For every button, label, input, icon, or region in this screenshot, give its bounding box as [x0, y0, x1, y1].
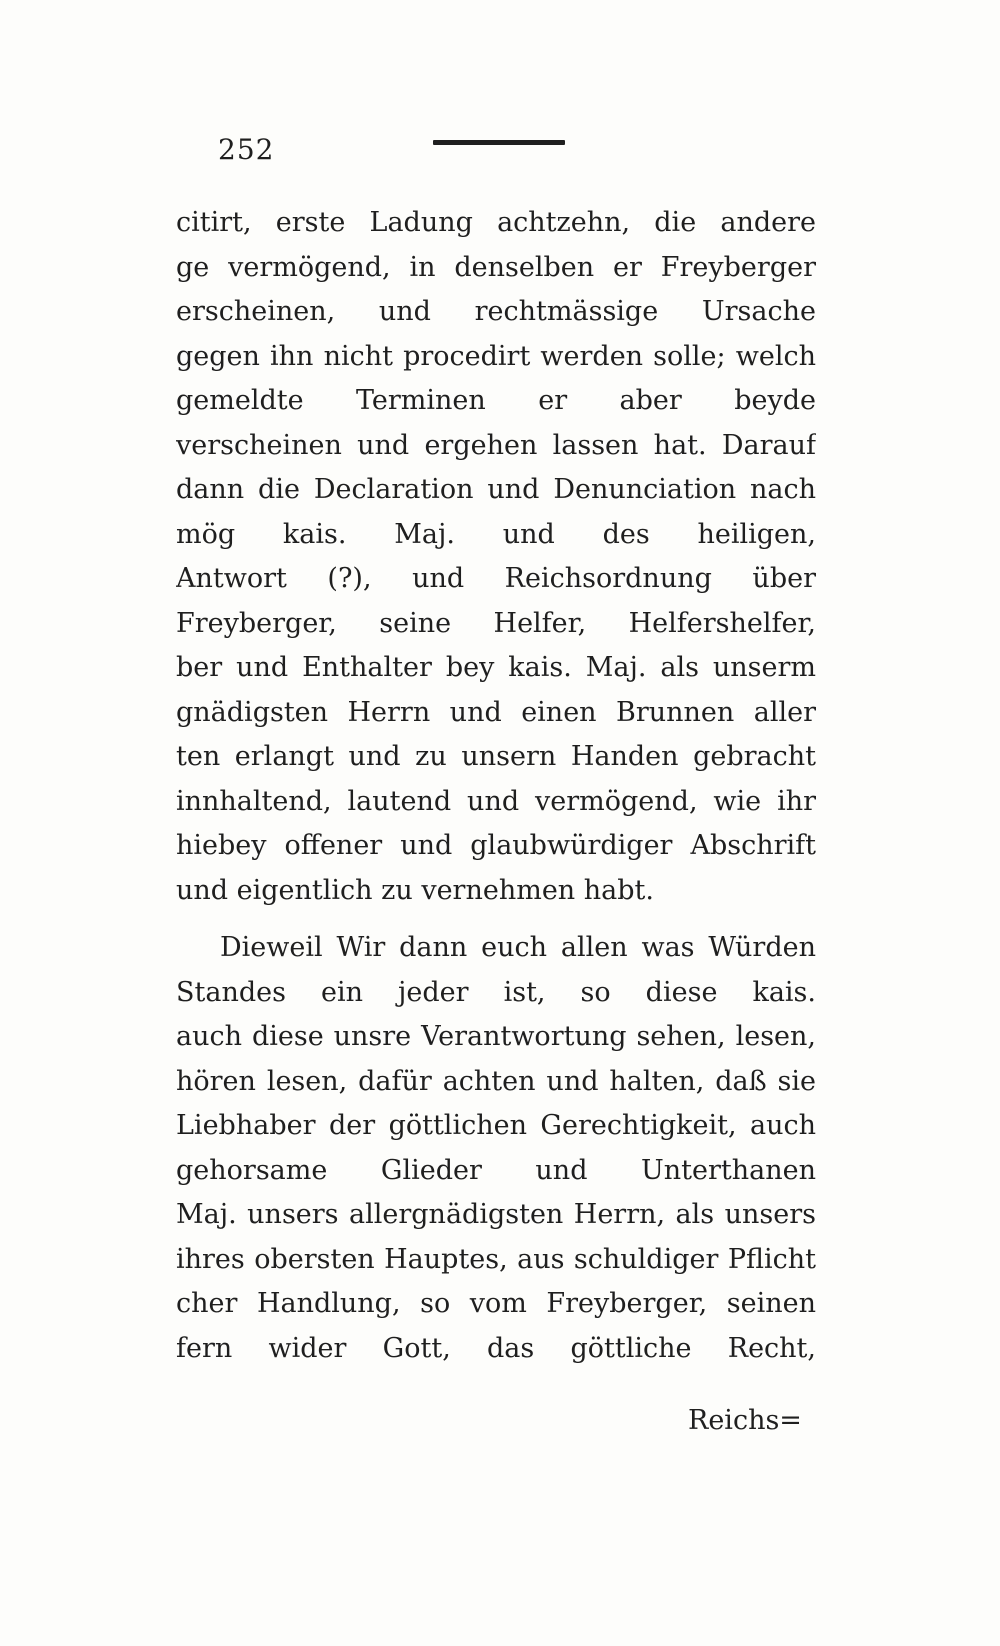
text-line: ten erlangt und zu unsern Handen gebracht [176, 741, 816, 772]
text-line: dann die Declaration und Denunciation nach [176, 474, 816, 505]
catchword: Reichs= [688, 1405, 802, 1436]
text-line: erscheinen, und rechtmässige Ursache [176, 296, 816, 327]
text-line: Freyberger, seine Helfer, Helfershelfer, [176, 607, 816, 639]
text-line: ihres obersten Hauptes, aus schuldiger Pflicht [176, 1243, 816, 1275]
text-line: gegen ihn nicht procedirt werden solle; welch [176, 340, 816, 372]
text-line: hören lesen, dafür achten und halten, daß sie [176, 1065, 816, 1097]
text-line: auch diese unsre Verantwortung sehen, lesen, [176, 1021, 816, 1052]
text-line: innhaltend, lautend und vermögend, wie ihr [176, 785, 816, 817]
text-line: mög kais. Maj. und des heiligen, [176, 518, 816, 550]
text-line: Standes ein jeder ist, so diese kais. [176, 976, 816, 1008]
text-line: gemeldte Terminen er aber beyde [176, 385, 816, 416]
text-line: gnädigsten Herrn und einen Brunnen aller [176, 696, 816, 728]
text-line: verscheinen und ergehen lassen hat. Darauf [176, 429, 816, 461]
paragraph-1 [176, 201, 816, 913]
text-line: Liebhaber der göttlichen Gerechtigkeit, auch [176, 1110, 816, 1141]
text-line: ber und Enthalter bey kais. Maj. als unserm [176, 652, 816, 683]
text-line: ge vermögend, in denselben er Freyberger [176, 251, 816, 283]
text-line: citirt, erste Ladung achtzehn, die andere [176, 207, 816, 238]
text-line: Dieweil Wir dann euch allen was Würden [220, 932, 816, 963]
text-line: cher Handlung, so vom Freyberger, seinen [176, 1288, 816, 1319]
text-line: Maj. unsers allergnädigsten Herrn, als unsers [176, 1199, 816, 1230]
text-line: gehorsame Glieder und Unterthanen [176, 1154, 816, 1186]
page-number: 252 [218, 133, 275, 166]
text-line: hiebey offener und glaubwürdiger Abschrift [176, 830, 816, 861]
text-line: fern wider Gott, das göttliche Recht, [176, 1332, 816, 1364]
paragraph-2 [176, 926, 816, 1371]
text-line: und eigentlich zu vernehmen habt. [176, 874, 654, 906]
text-line: Antwort (?), und Reichsordnung über [176, 563, 816, 594]
header-rule [433, 140, 565, 145]
